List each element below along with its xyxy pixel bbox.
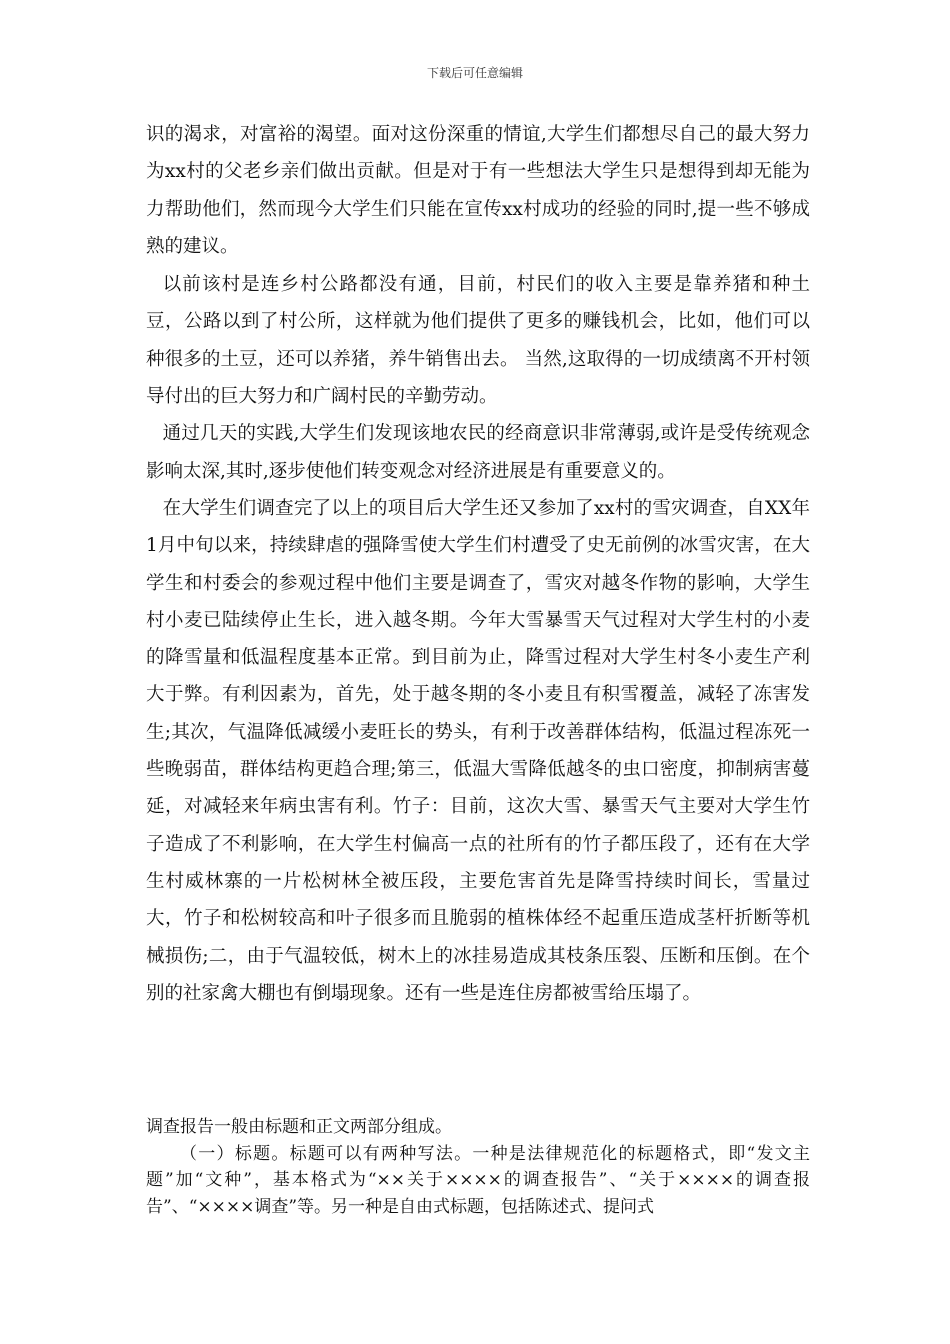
report-title-section: （一）标题。标题可以有两种写法。一种是法律规范化的标题格式，即“发文主题”加“文种”，基本格式为“××关于××××的调查报告”、“关于××××的调查报告”、“××××调查”等。另一种是自由式标题，包括陈述式、提问式	[146, 1143, 810, 1217]
paragraph: 在大学生们调查完了以上的项目后大学生还又参加了xx村的雪灾调查，自XX年1月中旬以来，持续肆虐的强降雪使大学生们村遭受了史无前例的冰雪灾害，在大学生和村委会的参观过程中他们主要是调查了，雪灾对越冬作物的影响，大学生村小麦已陆续停止生长，进入越冬期。今年大雪暴雪天气过程对大学生村的小麦的降雪量和低温程度基本正常。到目前为止，降雪过程对大学生村冬小麦生产利大于弊。有利因素为，首先，处于越冬期的冬小麦且有积雪覆盖，减轻了冻害发生;其次，气温降低减缓小麦旺长的势头，有利于改善群体结构，低温过程冻死一些晚弱苗，群体结构更趋合理;第三，低温大雪降低越冬的虫口密度，抑制病害蔓延，对减轻来年病虫害有利。竹子：目前，这次大雪、暴雪天气主要对大学生竹子造成了不利影响，在大学生村偏高一点的社所有的竹子都压段了，还有在大学生村威林寨的一片松树林全被压段，主要危害首先是降雪持续时间长，雪量过大，竹子和松树较高和叶子很多而且脆弱的植株体经不起重压造成茎杆折断等机械损伤;二，由于气温较低，树木上的冰挂易造成其枝条压裂、压断和压倒。在个别的社家禽大棚也有倒塌现象。还有一些是连住房都被雪给压塌了。	[146, 497, 810, 1004]
body-text	[146, 116, 810, 1012]
paragraph: 通过几天的实践,大学生们发现该地农民的经商意识非常薄弱,或许是受传统观念影响太深,其时,逐步使他们转变观念对经济进展是有重要意义的。	[146, 423, 810, 482]
report-section	[146, 1114, 810, 1220]
paragraph: 以前该村是连乡村公路都没有通，目前，村民们的收入主要是靠养猪和种土豆，公路以到了村公所，这样就为他们提供了更多的赚钱机会，比如，他们可以种很多的土豆，还可以养猪，养牛销售出去。 当然,这取得的一切成绩离不开村领导付出的巨大努力和广阔村民的辛勤劳动。	[146, 274, 810, 408]
report-intro: 调查报告一般由标题和正文两部分组成。	[146, 1117, 452, 1137]
paragraph: 识的渴求，对富裕的渴望。面对这份深重的情谊,大学生们都想尽自己的最大努力为xx村的父老乡亲们做出贡献。但是对于有一些想法大学生只是想得到却无能为力帮助他们，然而现今大学生们只能在宣传xx村成功的经验的同时,提一些不够成熟的建议。	[146, 124, 810, 257]
page-header: 下载后可任意编辑	[426, 66, 523, 80]
